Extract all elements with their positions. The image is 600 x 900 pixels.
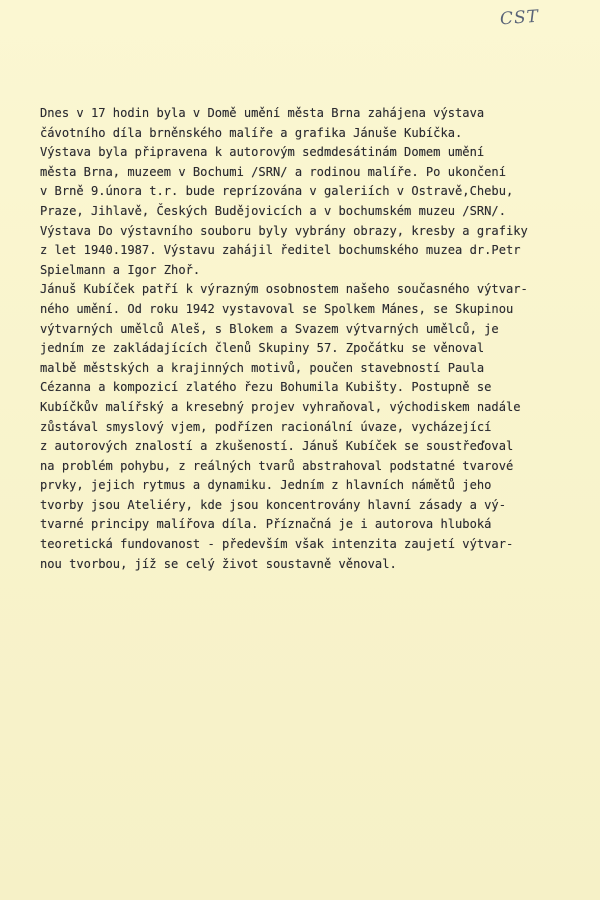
text-line: teoretická fundovanost - především však intenzita zaujetí výtvar- (40, 537, 514, 552)
handwritten-corner-mark: CST (499, 6, 540, 30)
text-line: nou tvorbou, jíž se celý život soustavně věnoval. (40, 556, 397, 571)
text-line: Dnes v 17 hodin byla v Domě umění města Brna zahájena výstava (40, 106, 485, 120)
text-line: tvarné principy malířova díla. Příznačná je i autorova hluboká (40, 517, 492, 532)
text-line: ného umění. Od roku 1942 vystavoval se Spolkem Mánes, se Skupinou (40, 301, 514, 316)
text-line: zůstával smyslový vjem, podřízen racionální úvaze, vycházející (40, 419, 492, 434)
text-line: prvky, jejich rytmus a dynamiku. Jedním z hlavních námětů jeho (40, 478, 492, 493)
text-line: Cézanna a kompozicí zlatého řezu Bohumila Kubišty. Postupně se (40, 380, 492, 395)
text-line: z let 1940.1987. Výstavu zahájil ředitel bochumského muzea dr.Petr (40, 243, 521, 258)
text-line: čávotního díla brněnského malíře a grafika Jánuše Kubíčka. (40, 125, 463, 140)
text-line: z autorových znalostí a zkušeností. Jánuš Kubíček se soustřeďoval (40, 439, 514, 454)
text-line: tvorby jsou Ateliéry, kde jsou koncentrovány hlavní zásady a vý- (40, 497, 506, 512)
text-line: výtvarných umělců Aleš, s Blokem a Svazem výtvarných umělců, je (40, 321, 499, 336)
text-line: Výstava byla připravena k autorovým sedmdesátinám Domem umění (40, 145, 485, 160)
text-line: Praze, Jihlavě, Českých Budějovicích a v bochumském muzeu /SRN/. (40, 203, 506, 218)
text-line: jedním ze zakládajících členů Skupiny 57. Zpočátku se věnoval (40, 341, 485, 356)
text-line: malbě městských a krajinných motivů, poučen stavebností Paula (40, 360, 485, 375)
text-line: Výstava Do výstavního souboru byly vybrány obrazy, kresby a grafiky (40, 223, 528, 238)
paragraph-artist-biography (40, 280, 596, 574)
text-line: Kubíčkův malířský a kresebný projev vyhraňoval, východiskem nadále (40, 399, 521, 414)
text-line: Spielmann a Igor Zhoř. (40, 262, 201, 277)
text-line: Jánuš Kubíček patří k výrazným osobnostem našeho současného výtvar- (40, 282, 528, 297)
paragraph-exhibition-opening (40, 104, 596, 280)
text-line: na problém pohybu, z reálných tvarů abstrahoval podstatné tvarové (40, 458, 514, 473)
text-line: v Brně 9.února t.r. bude reprízována v galeriích v Ostravě,Chebu, (40, 184, 514, 199)
text-line: města Brna, muzeem v Bochumi /SRN/ a rodinou malíře. Po ukončení (40, 164, 506, 179)
document-body (40, 104, 596, 574)
